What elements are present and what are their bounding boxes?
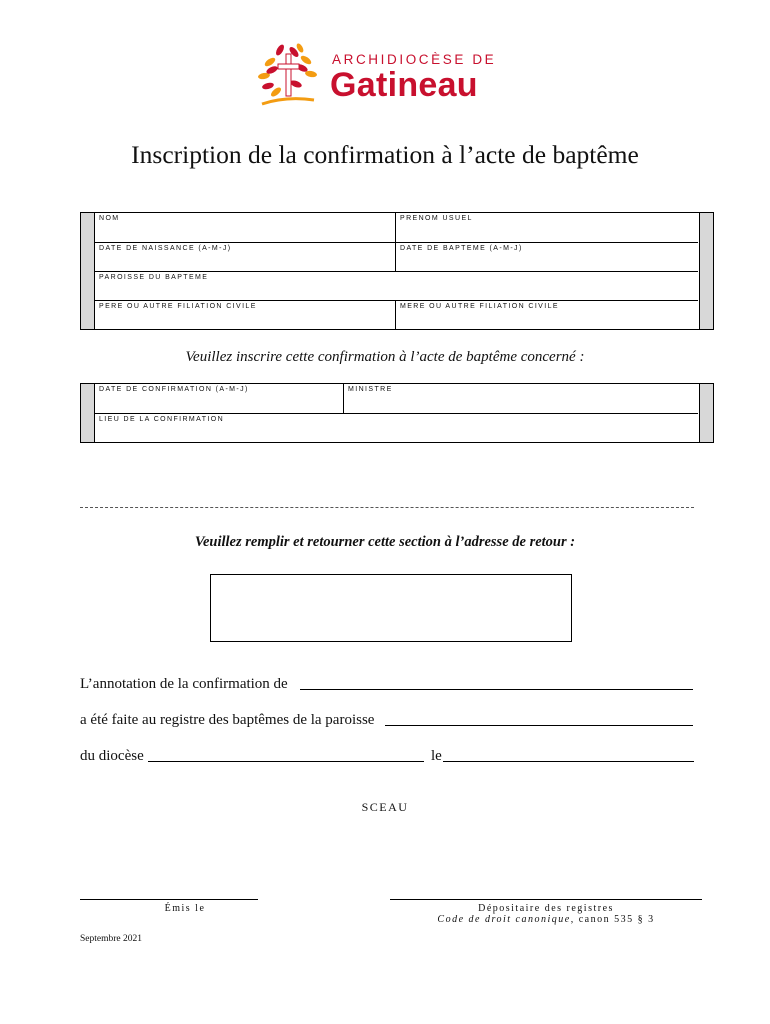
annotation-line2-text: a été faite au registre des baptêmes de la paroisse [80,712,375,728]
field-label: DATE DE NAISSANCE (A-M-J) [99,245,232,252]
annotation-line1-text: L’annotation de la confirmation de [80,676,288,692]
field-label: DATE DE CONFIRMATION (A-M-J) [99,386,249,393]
archdiocese-logo [256,40,516,114]
field-paroisse[interactable] [95,271,698,300]
baptism-info-form [80,212,714,330]
leaf-cross-logo-icon [256,40,322,110]
canon-law-code: Code de droit canonique [437,914,571,925]
registrar-label: Dépositaire des registres [478,903,614,914]
annotation-line3-text: du diocèse [80,748,144,764]
field-label: MERE OU AUTRE FILIATION CIVILE [400,303,559,310]
annotation-name-field[interactable] [300,676,693,690]
seal-label: SCEAU [361,800,409,814]
canon-reference [390,914,702,925]
issued-date-line[interactable] [80,899,258,900]
return-address-box[interactable] [210,574,572,642]
field-lieu[interactable] [95,413,698,442]
field-label: NOM [99,215,120,222]
field-mere[interactable] [395,300,698,329]
annotation-date-field[interactable] [443,748,694,762]
field-date-naissance[interactable] [95,242,395,271]
instruction-retour: Veuillez remplir et retourner cette section à l’adresse de retour : [194,534,576,550]
field-label: MINISTRE [348,386,393,393]
field-nom[interactable] [95,213,395,242]
annotation-parish-field[interactable] [385,712,693,726]
form-left-bar [81,213,95,329]
field-label: DATE DE BAPTEME (A-M-J) [400,245,523,252]
field-label: LIEU DE LA CONFIRMATION [99,416,225,423]
field-label: PERE OU AUTRE FILIATION CIVILE [99,303,257,310]
logo-big-text: Gatineau [330,66,478,104]
footer-date: Septembre 2021 [80,934,143,944]
canon-number: , canon 535 § 3 [570,914,655,925]
field-prenom[interactable] [395,213,698,242]
field-label: PRENOM USUEL [400,215,473,222]
confirmation-info-form [80,383,714,443]
cut-line [80,507,694,508]
page-title: Inscription de la confirmation à l’acte de baptême [131,140,639,169]
form-right-bar [699,384,713,442]
field-date-confirmation[interactable] [95,384,343,413]
registrar-signature-line[interactable] [390,899,702,900]
annotation-diocese-field[interactable] [148,748,424,762]
form-left-bar [81,384,95,442]
field-pere[interactable] [95,300,395,329]
field-ministre[interactable] [343,384,698,413]
field-date-bapteme[interactable] [395,242,698,271]
form-right-bar [699,213,713,329]
annotation-le-text: le [431,748,442,764]
issued-date-label: Émis le [164,903,206,914]
logo-small-text: ARCHIDIOCÈSE DE [332,52,497,67]
field-label: PAROISSE DU BAPTEME [99,274,209,281]
instruction-inscrire: Veuillez inscrire cette confirmation à l’acte de baptême concerné : [185,349,585,365]
